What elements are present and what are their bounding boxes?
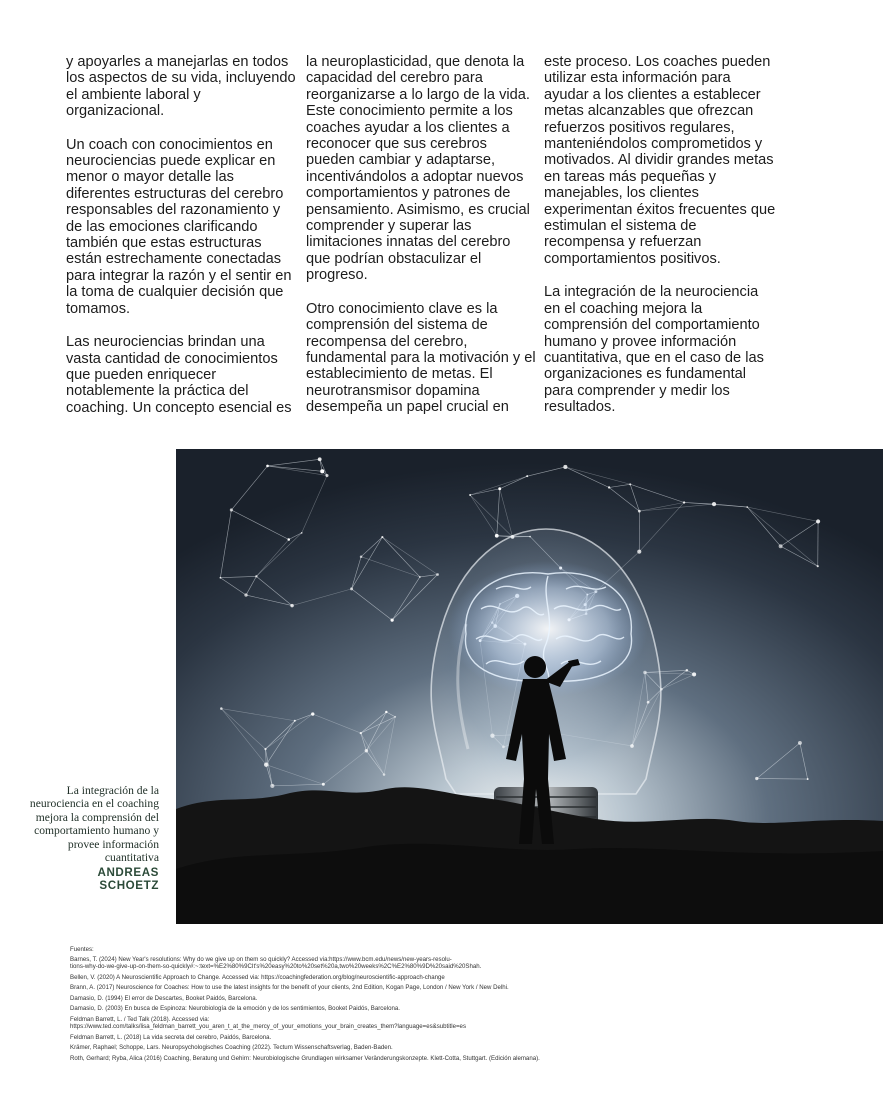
network-node bbox=[244, 593, 247, 596]
network-node bbox=[779, 544, 783, 548]
pull-quote-author bbox=[20, 867, 159, 892]
paragraph: y apoyarles a manejarlas en todos los aspectos de su vida, incluyendo el ambiente laboral y organizacional. bbox=[66, 54, 296, 120]
network-node bbox=[495, 534, 499, 538]
network-node bbox=[817, 565, 819, 567]
reference-item: Roth, Gerhard; Ryba, Alica (2016) Coaching, Beratung und Gehirn: Neurobiologische Grundlagen wirksamer Veränderungskonzepte. Klett-Cotta, Stuttgart. (Edición alemana). bbox=[70, 1054, 540, 1062]
network-node bbox=[290, 604, 293, 607]
text-column-3 bbox=[544, 54, 776, 433]
pull-quote bbox=[20, 784, 159, 892]
pull-quote-text: La integración de la neurociencia en el coaching mejora la comprensión del comportamiento humano y provee información cuantitativa bbox=[29, 784, 159, 865]
sources-label: Fuentes: bbox=[70, 946, 94, 953]
network-node bbox=[394, 716, 396, 718]
network-node bbox=[311, 712, 314, 715]
network-node bbox=[419, 576, 421, 578]
network-node bbox=[350, 587, 353, 590]
paragraph: La integración de la neurociencia en el coaching mejora la comprensión del comportamiento humano y provee información cuantitativa, que en el caso de las organizaciones es fundamental para comprender y medir los resultados. bbox=[544, 284, 764, 416]
network-node bbox=[365, 749, 368, 752]
network-node bbox=[220, 707, 223, 710]
reference-item: Barnes, T. (2024) New Year's resolutions: Why do we give up on them so quickly? Accessed via:https://www.bcm.edu/news/new-years-resolu- tions-why-do-we-give-up-on-them-so-quickly#:~:text=%E2%80%9CIt's%20easy%20to%20set%20a,two%20weeks%2C%E2%80%9D%20said%20Shah. bbox=[70, 956, 482, 971]
paragraph: la neuroplasticidad, que denota la capacidad del cerebro para reorganizarse a lo largo de la vida. Este conocimiento permite a los coaches ayudar a los clientes a reconocer que sus cerebros pueden cambiar y adaptarse, incentivándolos a adoptar nuevos comportamientos y patrones de pensamiento. Asimismo, es crucial comprender y superar las limitaciones innatas del cerebro que podrían obstaculizar el progreso. bbox=[306, 54, 530, 284]
network-node bbox=[264, 748, 266, 750]
hero-image bbox=[176, 449, 883, 924]
network-node bbox=[638, 510, 641, 513]
paragraph: Un coach con conocimientos en neurociencias puede explicar en menor o mayor detalle las diferentes estructuras del cerebro responsables del razonamiento y de las emociones clarificando también que estas estructuras están estrechamente conectadas para integrar la razón y el sentir en la toma de cualquier decisión que tomamos. bbox=[66, 136, 292, 317]
network-node bbox=[383, 773, 386, 776]
network-node bbox=[270, 784, 274, 788]
reference-item: Krämer, Raphael; Schoppe, Lars. Neuropsychologisches Coaching (2022). Tectum Wissenschaftsverlag, Baden-Baden. bbox=[70, 1044, 393, 1052]
network-node bbox=[436, 573, 439, 576]
paragraph: Otro conocimiento clave es la comprensión del sistema de recompensa del cerebro, fundamental para la motivación y el establecimiento de metas. El neurotransmisor dopamina desempeña un papel crucial en bbox=[306, 300, 536, 416]
network-node bbox=[755, 777, 758, 780]
network-node bbox=[301, 532, 303, 534]
network-node bbox=[807, 778, 809, 780]
reference-item: Damasio, D. (2003) En busca de Espinoza: Neurobiología de la emoción y de los sentimientos, Booket Paidós, Barcelona. bbox=[70, 1005, 400, 1013]
text-column-2 bbox=[306, 54, 538, 433]
sources-list bbox=[70, 946, 860, 1065]
reference-item: Bellen, V. (2020) A Neuroscientific Approach to Change. Accessed via: https://coachingfederation.org/blog/neuroscientific-approach-change bbox=[70, 973, 445, 981]
network-node bbox=[320, 469, 324, 473]
network-node bbox=[318, 457, 322, 461]
author-last-name: SCHOETZ bbox=[99, 878, 159, 892]
network-node bbox=[322, 783, 325, 786]
reference-item: Feldman Barrett, L. (2018) La vida secreta del cerebro, Paidós, Barcelona. bbox=[70, 1033, 272, 1041]
network-node bbox=[683, 501, 685, 503]
network-node bbox=[746, 506, 748, 508]
network-node bbox=[526, 475, 528, 477]
network-node bbox=[294, 720, 296, 722]
author-first-name: ANDREAS bbox=[97, 866, 159, 880]
network-node bbox=[325, 474, 328, 477]
text-column-1 bbox=[66, 54, 298, 433]
network-node bbox=[360, 732, 362, 734]
network-node bbox=[287, 538, 290, 541]
network-node bbox=[381, 536, 383, 538]
network-node bbox=[498, 487, 501, 490]
network-node bbox=[692, 672, 696, 676]
network-node bbox=[816, 519, 820, 523]
network-node bbox=[629, 483, 631, 485]
network-node bbox=[264, 762, 268, 766]
network-node bbox=[608, 486, 610, 488]
network-node bbox=[637, 550, 641, 554]
network-node bbox=[563, 465, 567, 469]
network-node bbox=[360, 555, 362, 557]
reference-item: Brann, A. (2017) Neuroscience for Coaches: How to use the latest insights for the benefit of your clients, 2nd Edition, Kogan Page, London / New York / New Delhi. bbox=[70, 984, 509, 992]
network-node bbox=[469, 494, 471, 496]
network-node bbox=[391, 619, 394, 622]
reference-item: Damasio, D. (1994) El error de Descartes, Booket Paidós, Barcelona. bbox=[70, 994, 258, 1002]
lightbulb-brain-illustration bbox=[176, 449, 883, 924]
network-node bbox=[230, 508, 233, 511]
network-node bbox=[220, 577, 222, 579]
foreground-rocks bbox=[176, 844, 883, 924]
network-node bbox=[712, 502, 716, 506]
network-node bbox=[798, 741, 802, 745]
network-node bbox=[686, 669, 689, 672]
paragraph: este proceso. Los coaches pueden utilizar esta información para ayudar a los clientes a establecer metas alcanzables que ofrezcan refuerzos positivos regulares, manteniéndolos comprometidos y motivados. Al dividir grandes metas en tareas más pequeñas y manejables, los clientes experimentan éxitos frecuentes que estimulan el sistema de recompensa y refuerzan comportamientos positivos. bbox=[544, 54, 776, 267]
network-node bbox=[385, 711, 387, 713]
paragraph: Las neurociencias brindan una vasta cantidad de conocimientos que pueden enriquecer notablemente la práctica del coaching. Un concepto esencial es bbox=[66, 334, 292, 416]
network-node bbox=[266, 465, 269, 468]
reference-item: Feldman Barrett, L. / Ted Talk (2018). Accessed via: https://www.ted.com/talks/lisa_feldman_barrett_you_aren_t_at_the_mercy_of_your_emotions_your_brain_creates_them?language=es&subtitle=es bbox=[70, 1015, 466, 1031]
network-node bbox=[255, 575, 257, 577]
